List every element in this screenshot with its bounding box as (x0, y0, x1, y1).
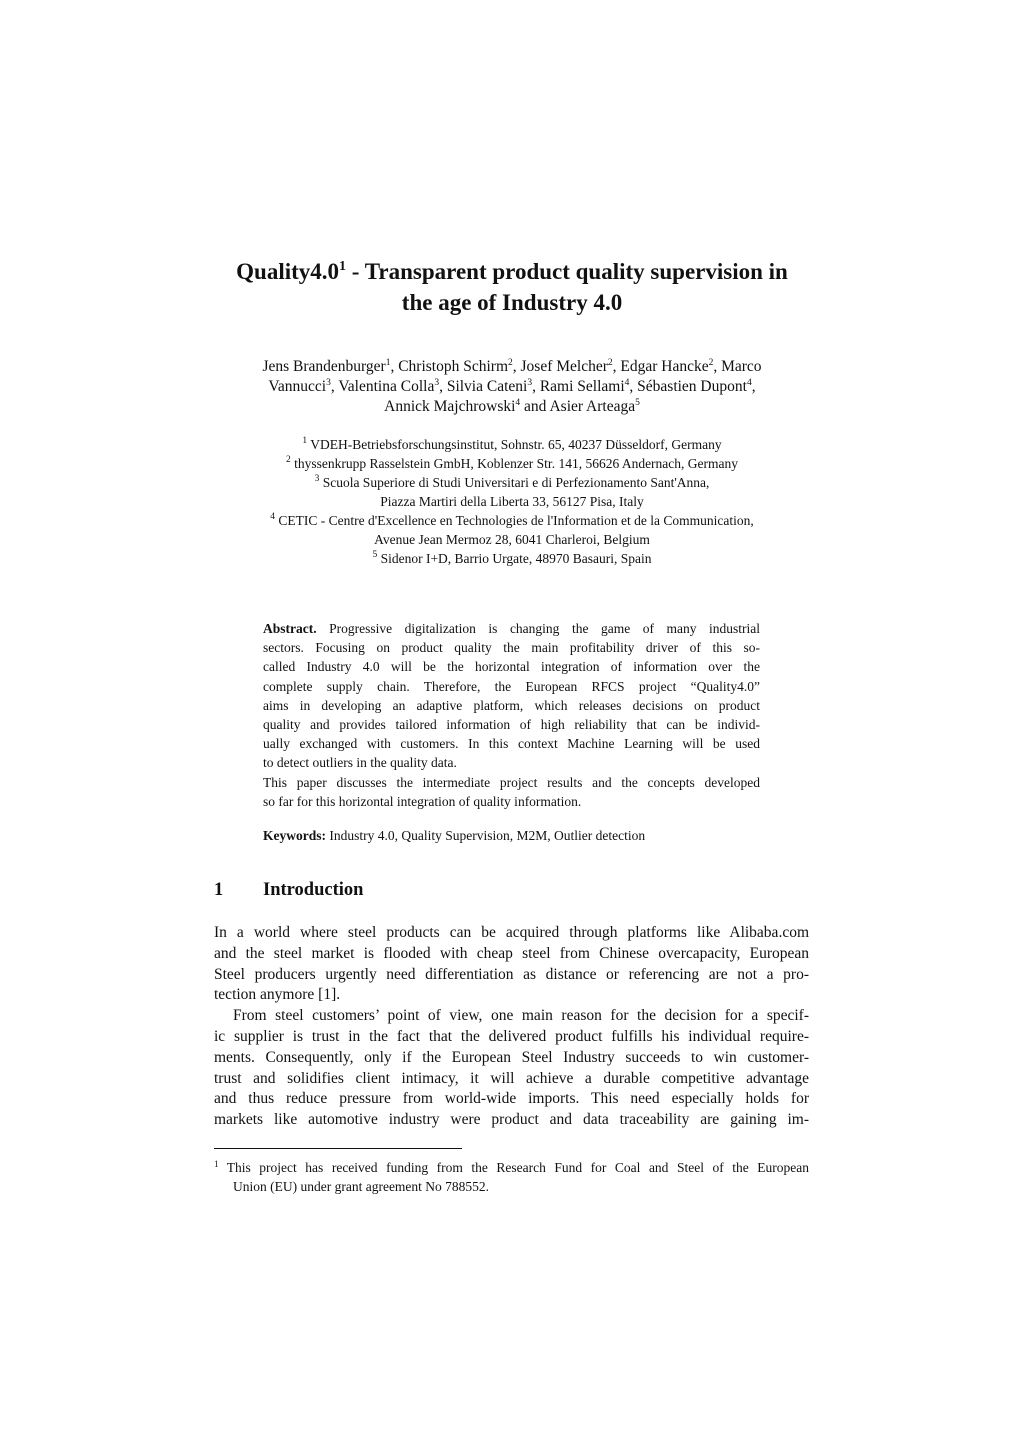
author-name: Valentina Colla (338, 378, 435, 395)
author-name: Josef Melcher (520, 358, 608, 375)
title-line-1: $Quality4.0^1$ - Transparent product quality supervision in (236, 259, 788, 284)
section-number: 1 (214, 880, 224, 900)
abstract-line: to detect outliers in the quality data. (263, 755, 457, 771)
abstract-line: quality and provides tailored information of high reliability that can be individ- (263, 717, 760, 733)
author-name: Sébastien Dupont (637, 378, 747, 395)
author-line-1: Jens Brandenburger$^1$, Christoph Schirm$^2$, Josef Melcher$^2$, Edgar Hancke$^2$, Marco (262, 358, 762, 375)
abstract-label: Abstract. (263, 621, 317, 636)
abstract (263, 619, 760, 811)
affiliation-2: $^2$ thyssenkrupp Rasselstein GmbH, Koblenzer Str. 141, 56626 Andernach, Germany (285, 455, 739, 471)
abstract-line: This paper discusses the intermediate project results and the concepts developed (263, 774, 760, 790)
body-line: From steel customers’ point of view, one main reason for the decision for a specif- (233, 1007, 809, 1025)
body-line: ments. Consequently, only if the European Steel Industry succeeds to win customer- (214, 1048, 809, 1066)
affiliation-4-line-2: Avenue Jean Mermoz 28, 6041 Charleroi, Belgium (374, 532, 650, 547)
footnote-line-1: $^1$ This project has received funding from the Research Fund for Coal and Steel of the European (214, 1159, 809, 1175)
abstract-line: so far for this horizontal integration of quality information. (263, 793, 582, 809)
author-list (180, 357, 844, 417)
body-line: tection anymore [1]. (214, 986, 341, 1004)
author-name: Asier Arteaga (549, 398, 636, 415)
abstract-line: aims in developing an adaptive platform, which releases decisions on product (263, 697, 760, 713)
author-line-3: Annick Majchrowski$^4$ and Asier Arteaga$^5$ (384, 398, 640, 415)
footnote-line-2: Union (EU) under grant agreement No 788552. (233, 1179, 490, 1194)
affiliation-4: $^4$ CETIC - Centre d'Excellence en Technologies de l'Information et de la Communication, (270, 512, 754, 528)
body-line: Steel producers urgently need differentiation as distance or referencing are not a pro- (214, 965, 809, 983)
affiliation-3-line-2: Piazza Martiri della Liberta 33, 56127 Pisa, Italy (380, 494, 644, 509)
author-name: Edgar Hancke (620, 358, 709, 375)
author-name: Christoph Schirm (398, 358, 508, 375)
keywords-text: Industry 4.0, Quality Supervision, M2M, Outlier detection (326, 828, 646, 843)
affiliation-list (160, 435, 864, 568)
abstract-line: sectors. Focusing on product quality the main profitability driver of this so- (263, 640, 760, 656)
body-line: In a world where steel products can be acquired through platforms like Alibaba.com (214, 924, 809, 941)
footnote (214, 1158, 809, 1196)
title-footnote-mark: 1 (339, 259, 347, 274)
affiliation-3: $^3$ Scuola Superiore di Studi Universitari e di Perfezionamento Sant'Anna, (314, 474, 710, 490)
author-name: Jens Brandenburger (262, 358, 386, 375)
abstract-line: Abstract. Progressive digitalization is changing the game of many industrial (263, 621, 760, 636)
keywords-label: Keywords: (263, 828, 326, 843)
section-title: Introduction (263, 880, 364, 900)
title-line-2: the age of Industry 4.0 (401, 290, 623, 315)
author-name: Rami Sellami (539, 378, 625, 395)
author-given-name: Marco (721, 358, 762, 375)
affiliation-5: $^5$ Sidenor I+D, Barrio Urgate, 48970 Basauri, Spain (372, 550, 652, 566)
body-line: and thus reduce pressure from world-wide imports. This need especially holds for (214, 1090, 809, 1108)
body-line: markets like automotive industry were product and data traceability are gaining im- (214, 1111, 809, 1129)
body-line: ic supplier is trust in the fact that the delivered product fulfills his individual require- (214, 1027, 809, 1045)
footnote-mark: 1 (214, 1159, 219, 1169)
keywords (263, 826, 763, 845)
abstract-line: complete supply chain. Therefore, the European RFCS project “Quality4.0” (263, 678, 760, 694)
author-line-2: Vannucci$^3$, Valentina Colla$^3$, Silvia Cateni$^3$, Rami Sellami$^4$, Sébastien Dupont$^4$, (268, 378, 756, 395)
author-family-name: Vannucci (268, 378, 327, 395)
paper-title (150, 256, 874, 318)
body-line: and the steel market is flooded with cheap steel from Chinese overcapacity, European (214, 944, 809, 962)
author-name: Silvia Cateni (446, 378, 528, 395)
abstract-line: called Industry 4.0 will be the horizontal integration of information over the (263, 659, 760, 675)
section-heading (214, 878, 814, 902)
footnote-divider (214, 1148, 462, 1149)
author-name: Annick Majchrowski (384, 398, 516, 415)
introduction-body (214, 923, 809, 1131)
abstract-line: ually exchanged with customers. In this context Machine Learning will be used (263, 736, 760, 752)
affiliation-1: $^1$ VDEH-Betriebsforschungsinstitut, Sohnstr. 65, 40237 Düsseldorf, Germany (302, 436, 722, 452)
body-line: trust and solidifies client intimacy, it will achieve a durable competitive advantage (214, 1069, 809, 1087)
